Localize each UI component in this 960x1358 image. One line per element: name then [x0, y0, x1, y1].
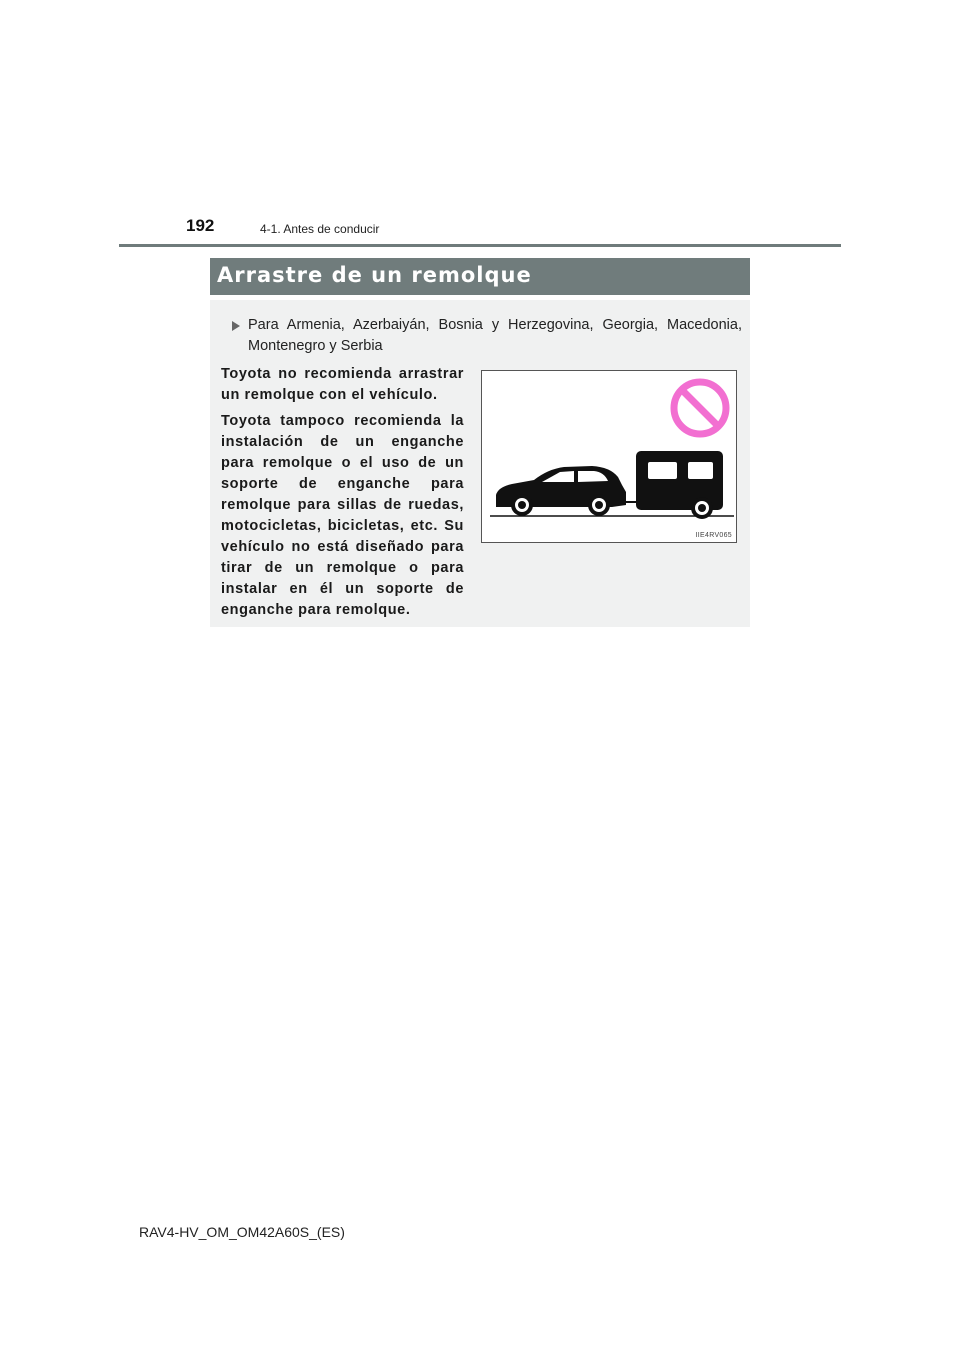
section-title-bar [210, 258, 750, 295]
paragraph: Toyota tampoco recomienda la instalación de un enganche para remolque o el uso de un soporte de enganche para remolque para sillas de ruedas, motocicletas, bicicletas, etc. Su vehículo no está diseñado para tirar de un remolque o para instalar en él un soporte de enganche para remolque. [221, 413, 464, 618]
header-divider [119, 244, 841, 247]
figure-code: IIE4RV065 [695, 532, 732, 539]
content-box [210, 300, 750, 627]
prohibited-icon [674, 382, 726, 434]
car-towing-trailer-illustration [482, 371, 738, 544]
car-icon [496, 466, 626, 516]
paragraph: Toyota no recomienda arrastrar un remolque con el vehículo. [221, 366, 464, 403]
page-number: 192 [186, 216, 215, 235]
region-note [232, 315, 742, 357]
chapter-title: 4-1. Antes de conducir [260, 222, 380, 236]
triangle-marker-icon [232, 321, 240, 331]
footer-doc-code: RAV4-HV_OM_OM42A60S_(ES) [139, 1224, 345, 1240]
section-title: Arrastre de un remolque [217, 263, 532, 287]
body-text [221, 364, 464, 626]
region-text: Para Armenia, Azerbaiyán, Bosnia y Herzegovina, Georgia, Macedonia, Montenegro y Serbia [248, 317, 742, 354]
trailer-icon [636, 451, 723, 519]
illustration [481, 370, 737, 543]
